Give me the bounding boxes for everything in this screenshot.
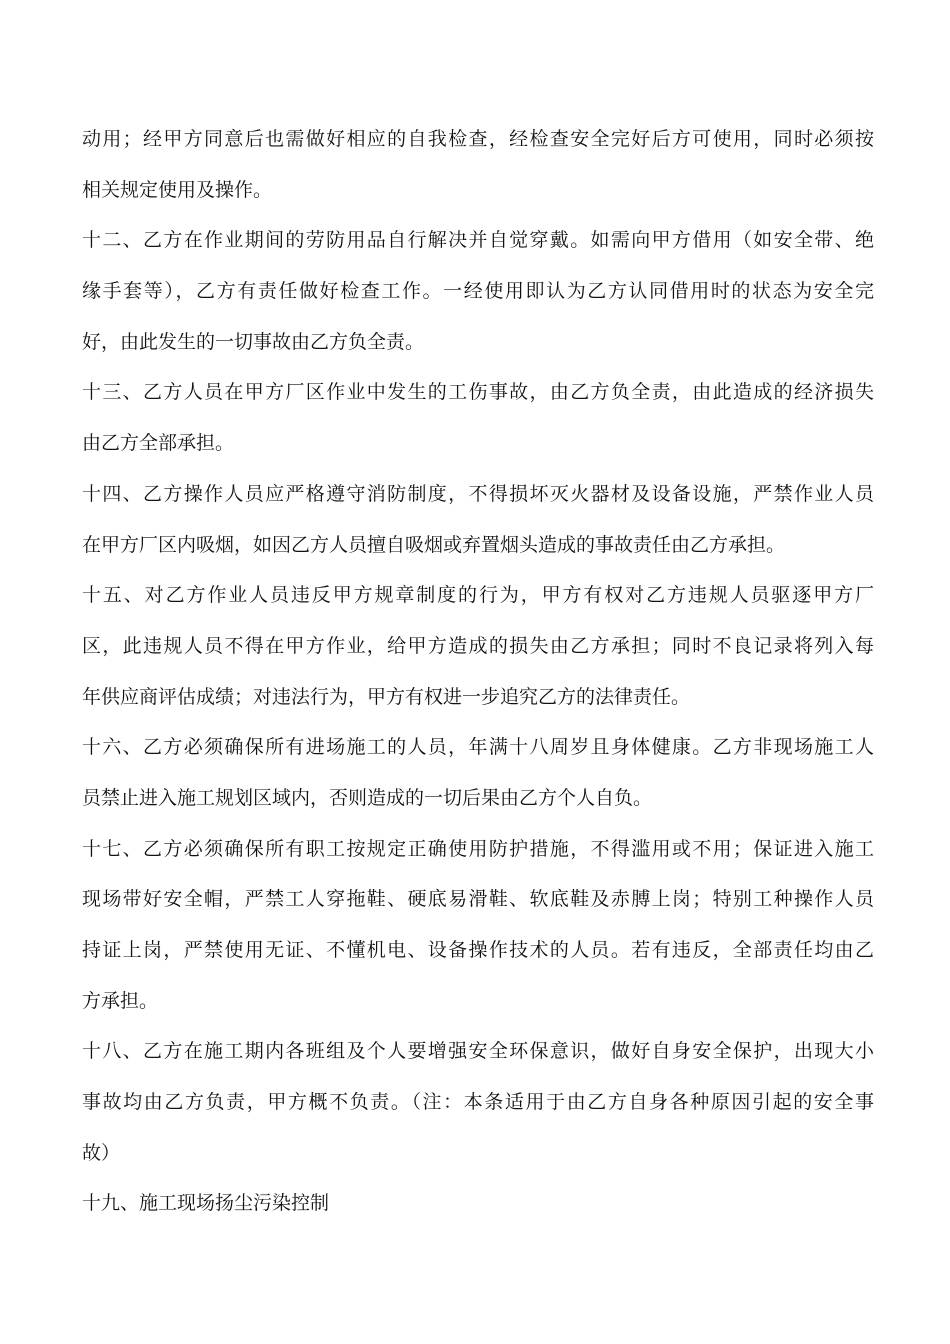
text-line: 十八、乙方在施工期内各班组及个人要增强安全环保意识，做好自身安全保护，出现大小: [82, 1040, 874, 1063]
text-line: 事故均由乙方负责，甲方概不负责。（注：本条适用于由乙方自身各种原因引起的安全事: [82, 1091, 874, 1114]
text-line: 由乙方全部承担。: [82, 432, 235, 455]
text-line: 好，由此发生的一切事故由乙方负全责。: [82, 330, 425, 353]
document-body: [82, 114, 874, 1229]
text-line: 持证上岗，严禁使用无证、不懂机电、设备操作技术的人员。若有违反，全部责任均由乙: [82, 939, 874, 961]
text-line: 缘手套等），乙方有责任做好检查工作。一经使用即认为乙方认同借用时的状态为安全完: [82, 280, 874, 303]
text-line: 现场带好安全帽，严禁工人穿拖鞋、硬底易滑鞋、软底鞋及赤膊上岗；特别工种操作人员: [82, 888, 874, 911]
text-line: 方承担。: [82, 989, 159, 1012]
text-line: 年供应商评估成绩；对违法行为，甲方有权进一步追究乙方的法律责任。: [82, 685, 691, 708]
text-line: 十五、对乙方作业人员违反甲方规章制度的行为，甲方有权对乙方违规人员驱逐甲方厂: [82, 584, 874, 607]
text-line: 相关规定使用及操作。: [82, 178, 273, 201]
text-line: 十九、施工现场扬尘污染控制: [82, 1192, 330, 1215]
text-line: 十三、乙方人员在甲方厂区作业中发生的工伤事故，由乙方负全责，由此造成的经济损失: [82, 381, 874, 404]
text-line: 动用；经甲方同意后也需做好相应的自我检查，经检查安全完好后方可使用，同时必须按: [82, 128, 874, 150]
text-line: 十二、乙方在作业期间的劳防用品自行解决并自觉穿戴。如需向甲方借用（如安全带、绝: [82, 229, 874, 252]
text-line: 十七、乙方必须确保所有职工按规定正确使用防护措施，不得滥用或不用；保证进入施工: [82, 837, 874, 860]
text-line: 区，此违规人员不得在甲方作业，给甲方造成的损失由乙方承担；同时不良记录将列入每: [82, 634, 874, 657]
text-line: 员禁止进入施工规划区域内，否则造成的一切后果由乙方个人自负。: [82, 786, 653, 809]
text-line: 故）: [82, 1141, 121, 1164]
text-line: 在甲方厂区内吸烟，如因乙方人员擅自吸烟或弃置烟头造成的事故责任由乙方承担。: [82, 533, 786, 556]
text-line: 十六、乙方必须确保所有进场施工的人员，年满十八周岁且身体健康。乙方非现场施工人: [82, 736, 874, 759]
text-line: 十四、乙方操作人员应严格遵守消防制度，不得损坏灭火器材及设备设施，严禁作业人员: [82, 482, 874, 505]
